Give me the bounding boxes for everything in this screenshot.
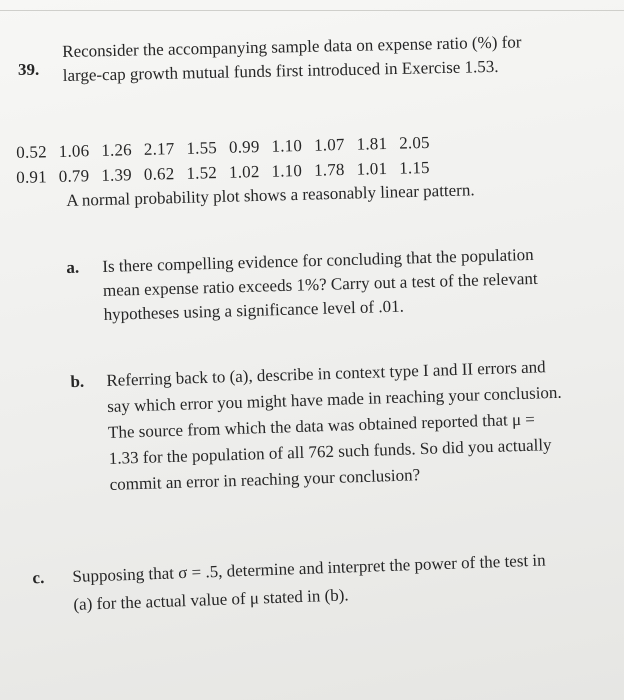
data-value: 2.05	[398, 132, 430, 153]
data-value: 2.17	[143, 139, 175, 159]
data-value: 1.78	[313, 159, 345, 180]
part-b	[70, 354, 568, 498]
data-value: 0.62	[143, 164, 175, 184]
data-value: 1.81	[356, 133, 388, 154]
data-value: 0.99	[228, 137, 260, 157]
data-value: 1.39	[101, 165, 133, 185]
data-value: 1.55	[186, 138, 218, 158]
data-value: 1.01	[356, 158, 388, 179]
part-b-label: b.	[70, 371, 85, 392]
question-number: 39.	[18, 60, 40, 79]
data-value: 1.10	[271, 136, 303, 156]
part-c	[32, 546, 554, 619]
data-value: 1.26	[101, 140, 133, 160]
part-a-label: a.	[66, 257, 80, 277]
part-c-label: c.	[32, 567, 45, 588]
data-value: 1.10	[271, 161, 303, 181]
data-value: 1.52	[186, 163, 218, 183]
data-value: 1.02	[228, 162, 260, 182]
page-edge-line	[0, 10, 624, 11]
data-value: 0.91	[16, 167, 48, 187]
data-value: 0.52	[16, 142, 48, 162]
data-value: 1.15	[398, 157, 430, 178]
data-value: 0.79	[58, 166, 90, 186]
data-value: 1.07	[313, 134, 345, 155]
part-c-text: Supposing that σ = .5, determine and interpret the power of the test in (a) for the actual value of μ stated in (b).	[72, 550, 546, 614]
part-b-text: Referring back to (a), describe in context type I and II errors and say which error you might have made in reaching your conclusion. The source from which the data was obtained reported that μ = 1.33 for the population of all 762 such funds. So did you actually commit an error in reaching your conclusion?	[106, 357, 562, 494]
question-stem: Reconsider the accompanying sample data on expense ratio (%) for large-cap growth mutual funds first introduced in Exercise 1.53.	[62, 32, 522, 85]
data-value: 1.06	[58, 141, 90, 161]
part-a-text: Is there compelling evidence for concluding that the population mean expense ratio exceeds 1%? Carry out a test of the relevant hypotheses using a significance level of .01.	[102, 244, 538, 324]
part-a	[66, 242, 562, 327]
normality-note: A normal probability plot shows a reasonably linear pattern.	[66, 180, 475, 210]
